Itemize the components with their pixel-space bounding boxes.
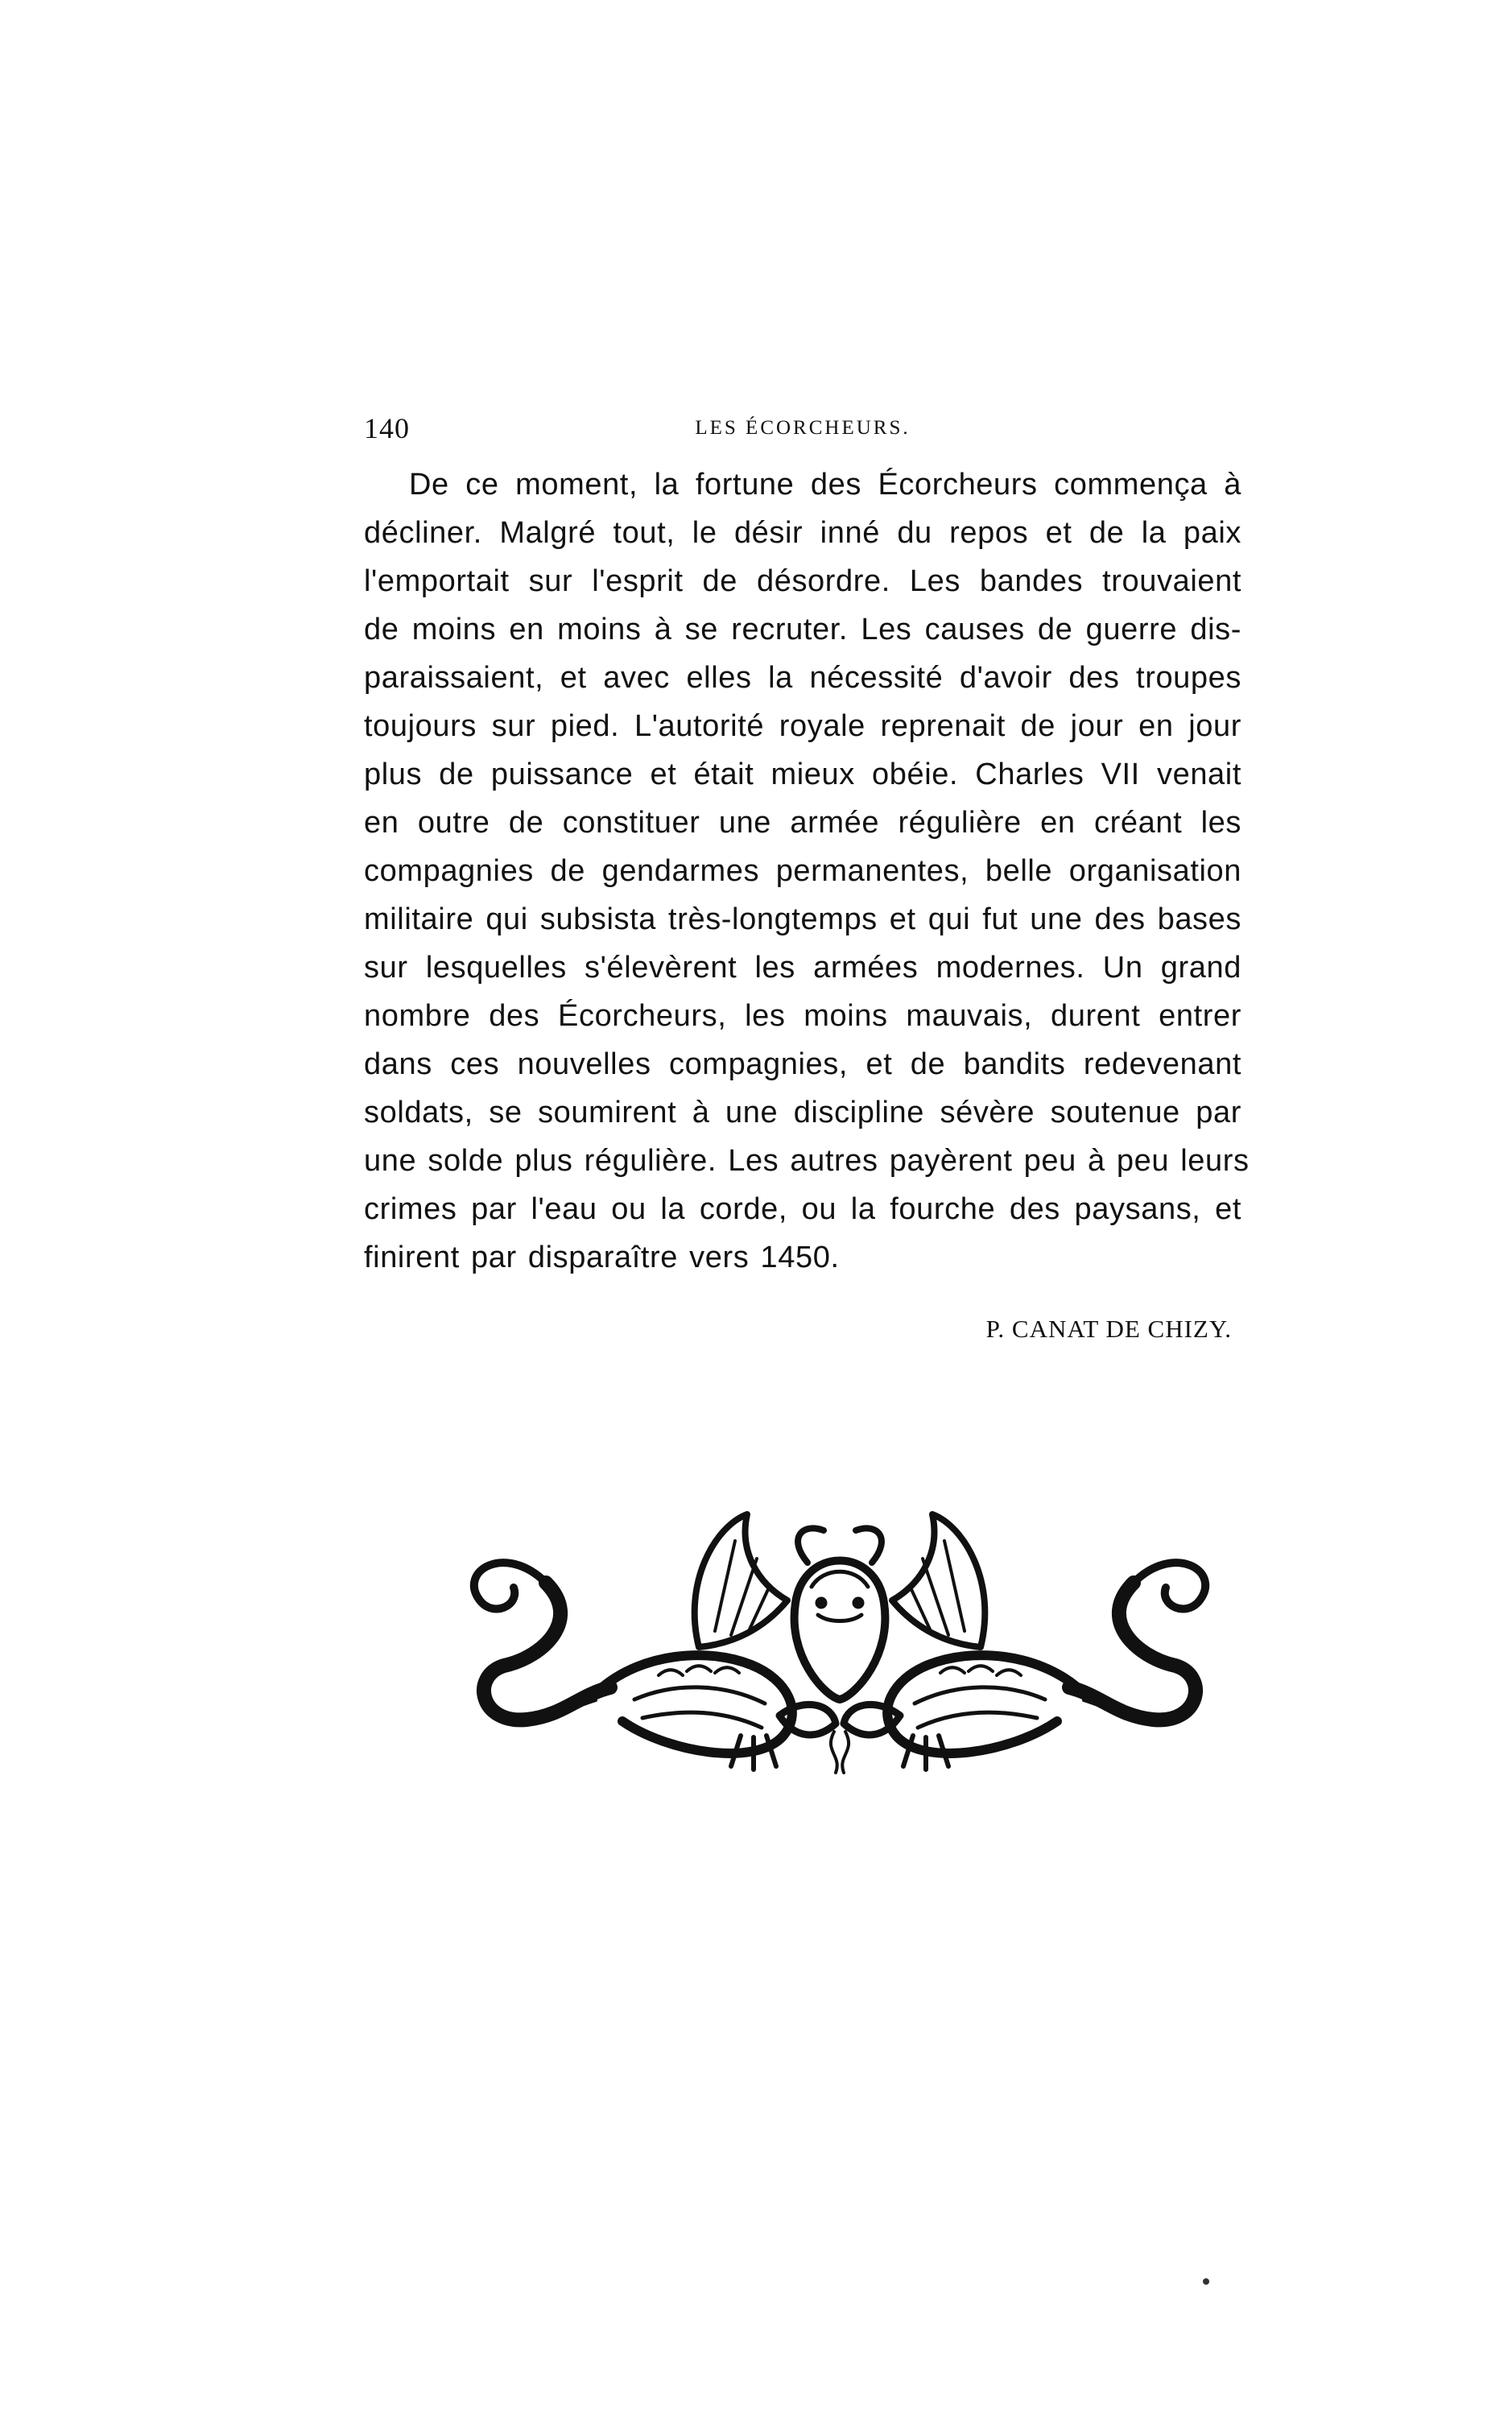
text-line: soldats, se soumirent à une discipline sévère soutenue par <box>364 1096 1241 1129</box>
body-paragraph <box>364 460 1250 1282</box>
text-line: nombre des Écorcheurs, les moins mauvais, durent entrer <box>364 999 1241 1033</box>
running-head <box>364 409 1241 448</box>
ink-speck <box>1203 2278 1209 2285</box>
author-signature: P. CANAT DE CHIZY. <box>985 1315 1232 1343</box>
text-line: l'emportait sur l'esprit de désordre. Les bandes trouvaient <box>364 564 1241 598</box>
text-line: crimes par l'eau ou la corde, ou la fourche des paysans, et <box>364 1192 1241 1226</box>
text-line: sur lesquelles s'élevèrent les armées modernes. Un grand <box>364 951 1241 985</box>
text-line: dans ces nouvelles compagnies, et de bandits redevenant <box>364 1047 1241 1081</box>
running-title: LES ÉCORCHEURS. <box>695 417 911 439</box>
text-line: compagnies de gendarmes permanentes, belle organisation <box>364 854 1241 888</box>
tailpiece-dragon-ornament-icon <box>457 1510 1222 1776</box>
text-line: toujours sur pied. L'autorité royale reprenait de jour en jour <box>364 709 1241 743</box>
text-line: de moins en moins à se recruter. Les causes de guerre dis- <box>364 613 1241 646</box>
text-line: militaire qui subsista très-longtemps et qui fut une des bases <box>364 902 1241 936</box>
text-line: De ce moment, la fortune des Écorcheurs commença à <box>409 468 1241 502</box>
text-line: en outre de constituer une armée régulière en créant les <box>364 806 1241 840</box>
text-line: plus de puissance et était mieux obéie. Charles VII venait <box>364 758 1241 791</box>
text-line: finirent par disparaître vers 1450. <box>364 1241 840 1274</box>
text-line: une solde plus régulière. Les autres payèrent peu à peu leurs <box>364 1144 1250 1178</box>
page-number: 140 <box>364 412 410 444</box>
text-line: décliner. Malgré tout, le désir inné du repos et de la paix <box>364 516 1241 550</box>
text-line: paraissaient, et avec elles la nécessité d'avoir des troupes <box>364 661 1241 695</box>
